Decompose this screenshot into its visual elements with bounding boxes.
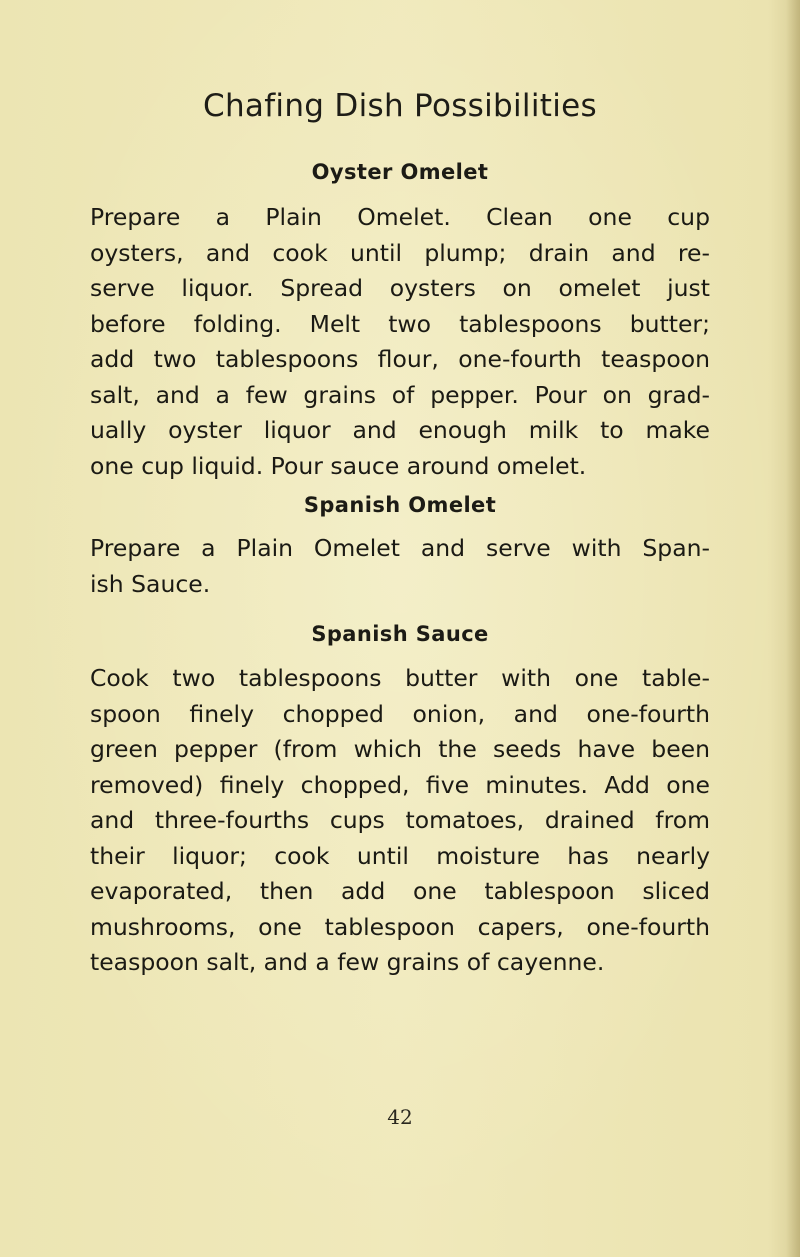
text-line: salt, and a few grains of pepper. Pour on grad- [90,380,710,409]
text-line: one cup liquid. Pour sauce around omelet. [90,451,587,480]
running-head: Chafing Dish Possibilities [203,88,597,124]
section-title-spanish-sauce: Spanish Sauce [311,622,489,646]
text-line: add two tablespoons flour, one-fourth teaspoon [90,345,710,373]
section-title-spanish-omelet: Spanish Omelet [303,493,497,517]
page-edge-shadow [786,0,800,1257]
text-line: spoon finely chopped onion, and one-fourth [90,699,710,728]
paragraph-spanish-omelet [90,531,710,602]
paragraph-spanish-sauce [90,661,710,981]
page-number: 42 [387,1105,413,1129]
text-line: before folding. Melt two tablespoons butter; [90,309,710,338]
text-line: ish Sauce. [90,569,211,598]
paragraph-oyster-omelet [90,200,710,484]
text-line: removed) finely chopped, five minutes. Add one [90,770,710,799]
text-line: and three-fourths cups tomatoes, drained from [90,806,710,834]
section-title-oyster-omelet: Oyster Omelet [311,160,489,184]
text-line: green pepper (from which the seeds have been [90,735,710,763]
text-line: mushrooms, one tablespoon capers, one-fourth [90,912,710,941]
text-line: serve liquor. Spread oysters on omelet just [90,274,710,302]
text-line: their liquor; cook until moisture has nearly [90,841,710,870]
text-line: oysters, and cook until plump; drain and re- [90,238,710,267]
text-line: Cook two tablespoons butter with one table- [90,664,710,692]
text-line: evaporated, then add one tablespoon sliced [90,877,710,905]
text-line: Prepare a Plain Omelet. Clean one cup [90,203,710,231]
text-line: ually oyster liquor and enough milk to make [90,416,710,444]
text-line: Prepare a Plain Omelet and serve with Span- [90,534,710,562]
text-line: teaspoon salt, and a few grains of cayenne. [90,948,605,976]
